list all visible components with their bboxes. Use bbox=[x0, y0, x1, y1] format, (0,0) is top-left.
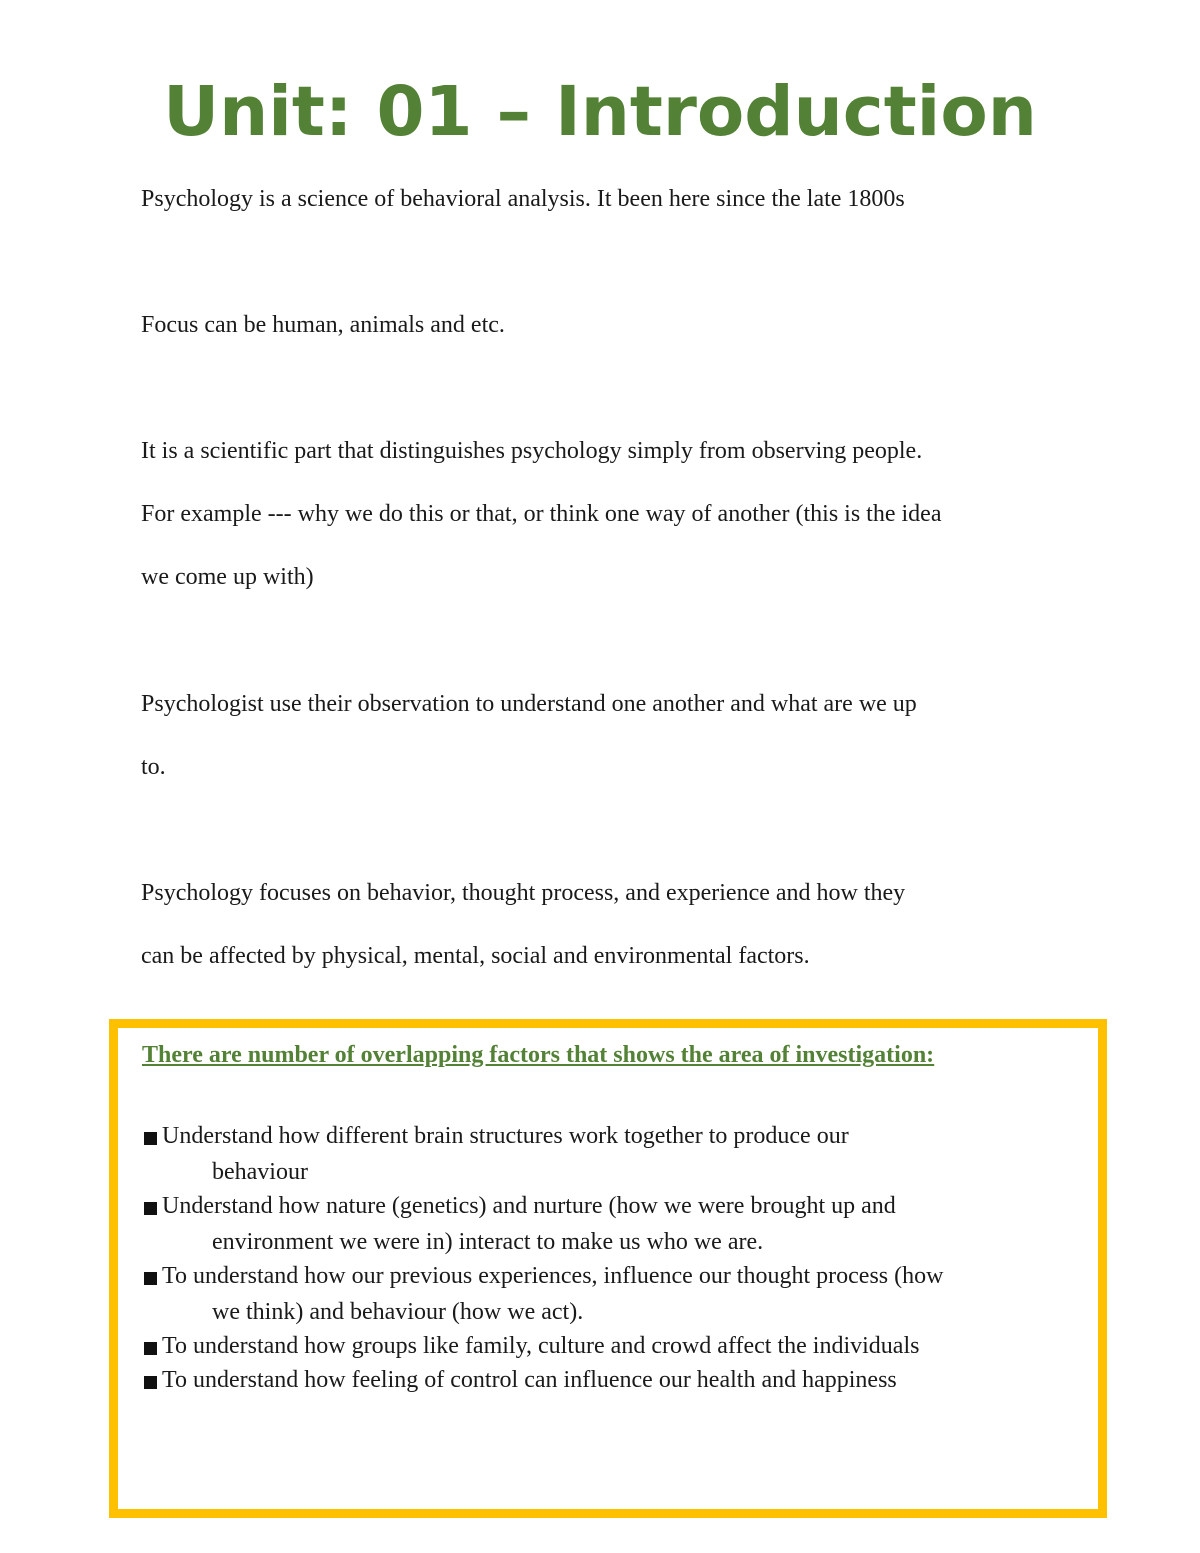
paragraph-focus-text: Focus can be human, animals and etc. bbox=[141, 312, 505, 338]
list-item-text: To understand how groups like family, culture and crowd affect the individuals bbox=[162, 1333, 920, 1359]
square-bullet-icon bbox=[144, 1342, 157, 1355]
list-item-continuation: behaviour bbox=[212, 1159, 308, 1185]
paragraph-observation bbox=[141, 673, 1081, 799]
paragraph-observation-line-2: to. bbox=[141, 754, 166, 780]
paragraph-focus bbox=[141, 294, 1081, 357]
list-item-text: To understand how our previous experiences, influence our thought process (how bbox=[162, 1263, 944, 1289]
list-item-continuation: environment we were in) interact to make us who we are. bbox=[212, 1229, 764, 1255]
list-item bbox=[142, 1258, 1072, 1330]
square-bullet-icon bbox=[144, 1132, 157, 1145]
paragraph-focuses-line-1: Psychology focuses on behavior, thought process, and experience and how they bbox=[141, 880, 906, 906]
paragraph-intro bbox=[141, 168, 1081, 231]
paragraph-intro-text: Psychology is a science of behavioral analysis. It been here since the late 1800s bbox=[141, 186, 905, 212]
list-item bbox=[142, 1328, 1072, 1364]
page-title: Unit: 01 – Introduction bbox=[163, 72, 1037, 152]
paragraph-observation-line-1: Psychologist use their observation to understand one another and what are we up bbox=[141, 691, 917, 717]
paragraph-scientific-line-3: we come up with) bbox=[141, 564, 314, 590]
list-item-text: Understand how nature (genetics) and nurture (how we were brought up and bbox=[162, 1193, 896, 1219]
square-bullet-icon bbox=[144, 1376, 157, 1389]
investigation-areas-box bbox=[109, 1019, 1107, 1518]
investigation-areas-heading: There are number of overlapping factors that shows the area of investigation: bbox=[142, 1042, 935, 1068]
paragraph-scientific-line-1: It is a scientific part that distinguishes psychology simply from observing people. bbox=[141, 438, 923, 464]
investigation-areas-list bbox=[142, 1118, 1072, 1396]
list-item bbox=[142, 1362, 1072, 1398]
list-item-text: To understand how feeling of control can influence our health and happiness bbox=[162, 1367, 897, 1393]
list-item bbox=[142, 1188, 1072, 1260]
square-bullet-icon bbox=[144, 1202, 157, 1215]
list-item-continuation: we think) and behaviour (how we act). bbox=[212, 1299, 584, 1325]
list-item bbox=[142, 1118, 1072, 1190]
paragraph-focuses bbox=[141, 862, 1081, 988]
paragraph-scientific-line-2: For example --- why we do this or that, or think one way of another (this is the idea bbox=[141, 501, 942, 527]
square-bullet-icon bbox=[144, 1272, 157, 1285]
paragraph-scientific bbox=[141, 420, 1081, 609]
paragraph-focuses-line-2: can be affected by physical, mental, social and environmental factors. bbox=[141, 943, 810, 969]
list-item-text: Understand how different brain structures work together to produce our bbox=[162, 1123, 849, 1149]
